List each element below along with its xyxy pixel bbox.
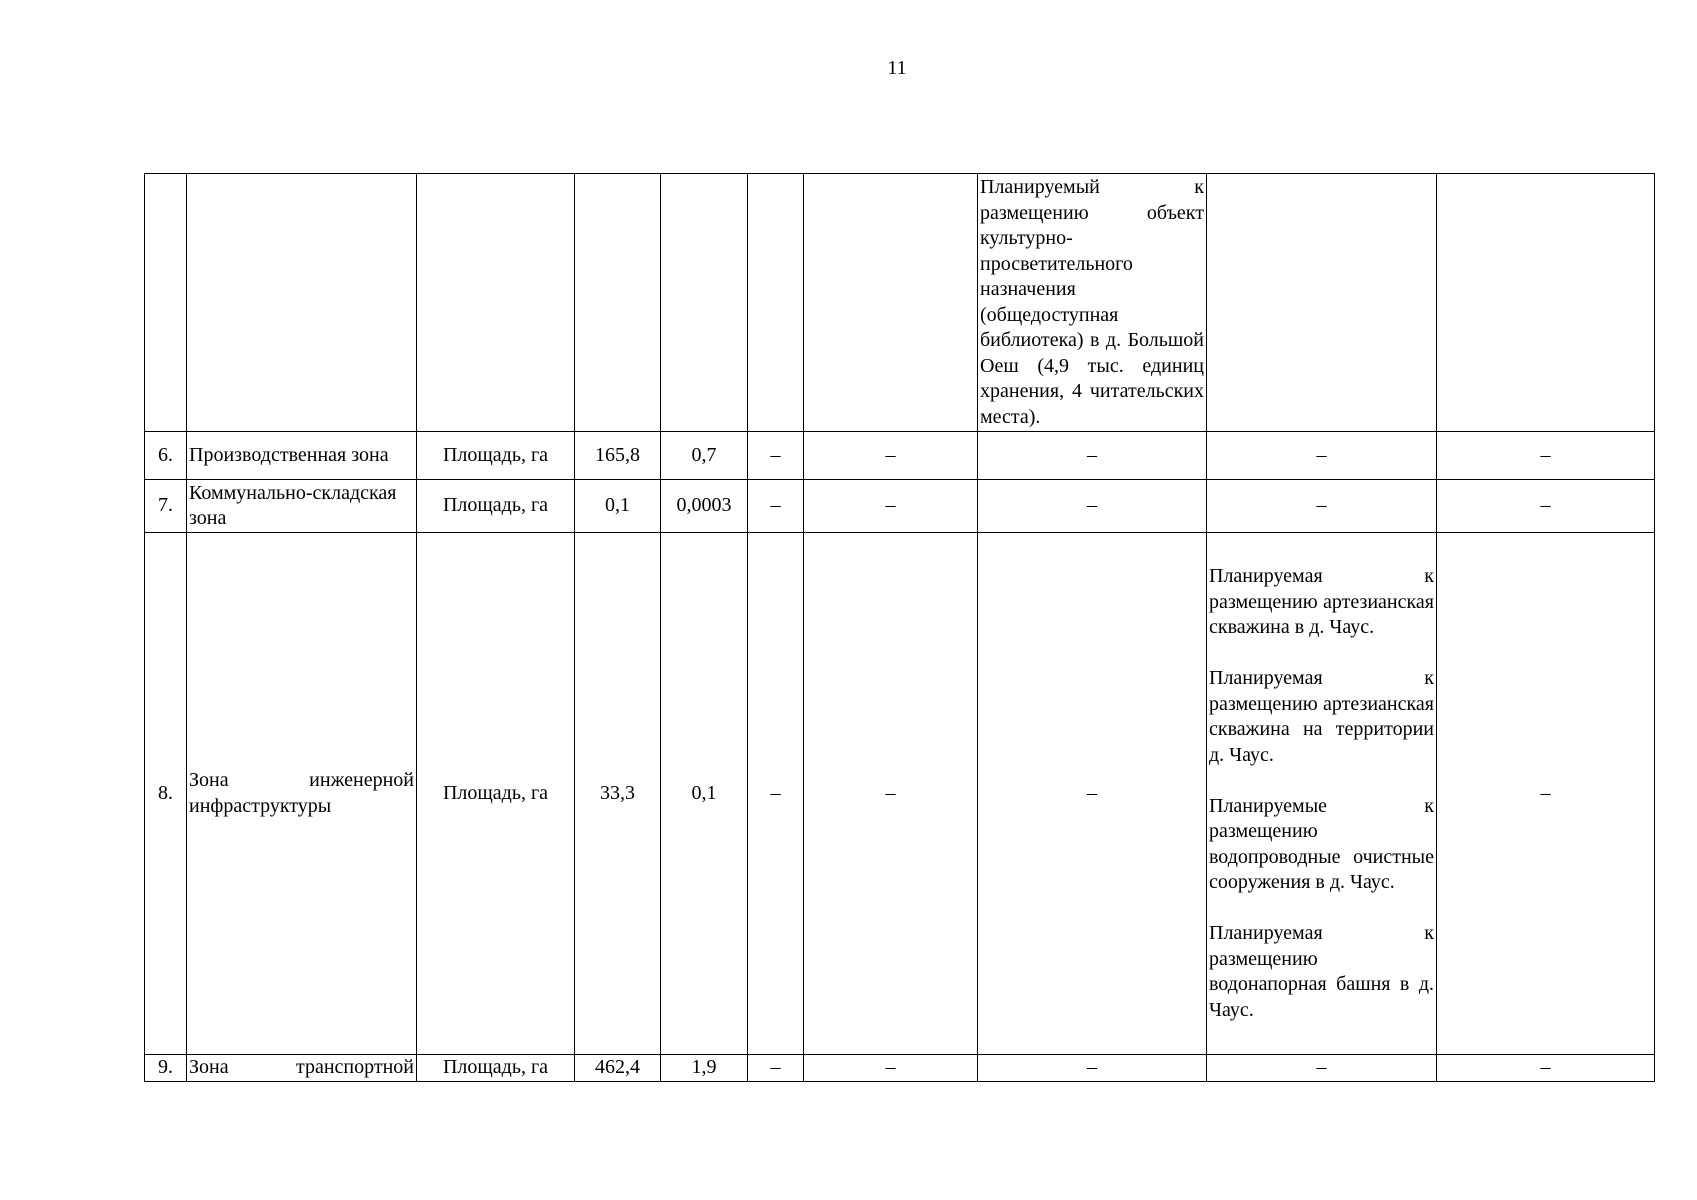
cell-col6: –: [748, 533, 804, 1055]
cell-value2: [661, 174, 748, 432]
cell-zone: Производственная зона: [187, 432, 417, 480]
table-row: [145, 533, 1655, 1055]
cell-col6: –: [748, 480, 804, 533]
cell-col9: –: [1207, 1055, 1437, 1082]
cell-col6: [748, 174, 804, 432]
cell-col7: –: [804, 432, 978, 480]
cell-num: [145, 174, 187, 432]
cell-col10: –: [1437, 432, 1655, 480]
cell-col8: Планируемый к размещению объект культурно-просветительного назначения (общедоступная библиотека) в д. Большой Оеш (4,9 тыс. единиц хранения, 4 читательских места).: [978, 174, 1207, 432]
table-row: [145, 432, 1655, 480]
cell-indicator: Площадь, га: [417, 1055, 575, 1082]
cell-value1: 165,8: [575, 432, 661, 480]
cell-value1: 0,1: [575, 480, 661, 533]
cell-num: 9.: [145, 1055, 187, 1082]
cell-value2: 0,0003: [661, 480, 748, 533]
cell-zone: [187, 1055, 417, 1082]
cell-value2: 1,9: [661, 1055, 748, 1082]
cell-col8: –: [978, 1055, 1207, 1082]
cell-indicator: Площадь, га: [417, 533, 575, 1055]
cell-indicator: Площадь, га: [417, 432, 575, 480]
table-row: [145, 1055, 1655, 1082]
cell-value1: [575, 174, 661, 432]
paragraph: Планируемые к размещению водопроводные очистные сооружения в д. Чаус.: [1209, 794, 1434, 893]
cell-value1: 33,3: [575, 533, 661, 1055]
cell-col8: –: [978, 432, 1207, 480]
paragraph: Планируемая к размещению артезианская скважина на территории д. Чаус.: [1209, 667, 1434, 766]
cell-col8: –: [978, 533, 1207, 1055]
paragraph: Планируемая к размещению артезианская скважина в д. Чаус.: [1209, 565, 1434, 638]
cell-col8: –: [978, 480, 1207, 533]
cell-zone: [187, 174, 417, 432]
cell-col6: –: [748, 1055, 804, 1082]
cell-indicator: [417, 174, 575, 432]
cell-col7: –: [804, 480, 978, 533]
cell-col10: –: [1437, 1055, 1655, 1082]
table-row: [145, 480, 1655, 533]
cell-col7: [804, 174, 978, 432]
cell-col9: [1207, 174, 1437, 432]
cell-col10: –: [1437, 533, 1655, 1055]
cell-col9: –: [1207, 432, 1437, 480]
zones-table: [144, 173, 1655, 1082]
cell-num: 6.: [145, 432, 187, 480]
cell-col7: –: [804, 1055, 978, 1082]
cell-zone: Коммунально-складская зона: [187, 480, 417, 533]
paragraph: Планируемая к размещению водонапорная башня в д. Чаус.: [1209, 922, 1434, 1021]
cell-num: 7.: [145, 480, 187, 533]
page-number: 11: [887, 57, 907, 79]
cell-zone: Зона инженерной инфраструктуры: [187, 533, 417, 1055]
cell-value2: 0,7: [661, 432, 748, 480]
cell-col10: –: [1437, 480, 1655, 533]
cell-col6: –: [748, 432, 804, 480]
zone-label: Зона транспортной: [189, 1056, 414, 1078]
cell-col9: –: [1207, 480, 1437, 533]
cell-col10: [1437, 174, 1655, 432]
cell-col7: –: [804, 533, 978, 1055]
table-row: [145, 174, 1655, 432]
cell-num: 8.: [145, 533, 187, 1055]
cell-col9: [1207, 533, 1437, 1055]
cell-value1: 462,4: [575, 1055, 661, 1082]
cell-indicator: Площадь, га: [417, 480, 575, 533]
cell-value2: 0,1: [661, 533, 748, 1055]
